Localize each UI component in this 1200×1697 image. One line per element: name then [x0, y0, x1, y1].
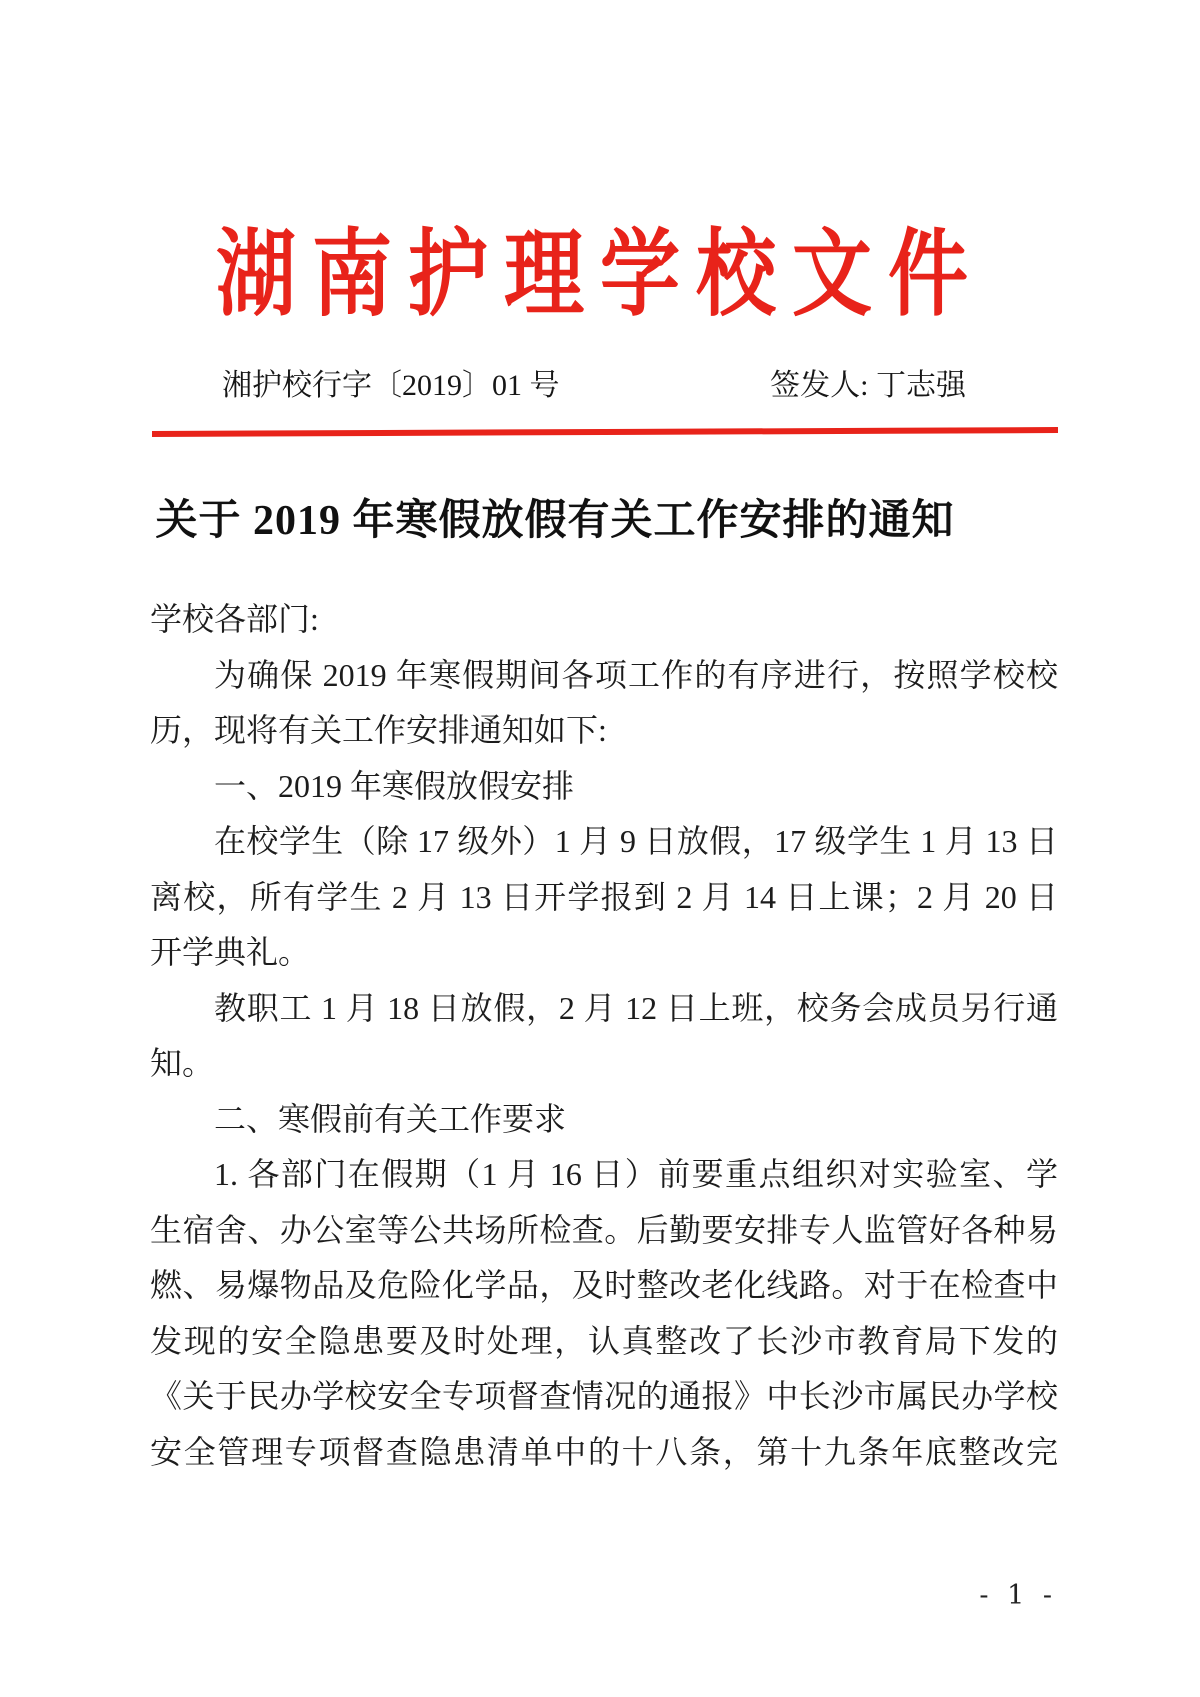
body-line: 安全管理专项督查隐患清单中的十八条，第十九条年底整改完 [150, 1433, 1058, 1470]
body-line: 1. 各部门在假期（1 月 16 日）前要重点组织对实验室、学 [214, 1156, 1058, 1192]
body-line: 历，现将有关工作安排通知如下: [150, 712, 607, 748]
body-line: 在校学生（除 17 级外）1 月 9 日放假，17 级学生 1 月 13 日 [214, 823, 1058, 859]
body-line-salutation: 学校各部门: [150, 601, 319, 637]
letterhead [0, 198, 1200, 328]
issuer-name: 签发人: 丁志强 [770, 369, 966, 402]
document-title: 关于 2019 年寒假放假有关工作安排的通知 [155, 498, 955, 544]
body-line: 为确保 2019 年寒假期间各项工作的有序进行，按照学校校 [214, 656, 1058, 693]
body-line: 发现的安全隐患要及时处理，认真整改了长沙市教育局下发的 [150, 1322, 1058, 1359]
doc-meta-row [150, 366, 1058, 406]
body-line: 离校，所有学生 2 月 13 日开学报到 2 月 14 日上课；2 月 20 日 [150, 878, 1058, 915]
body-line-heading-2: 二、寒假前有关工作要求 [214, 1100, 567, 1137]
org-title: 湖南护理学校文件 [216, 223, 984, 328]
red-separator-line [152, 427, 1058, 437]
body-line: 知。 [150, 1045, 215, 1081]
document-body [150, 592, 1058, 1480]
body-line: 《关于民办学校安全专项督查情况的通报》中长沙市属民办学校 [150, 1378, 1058, 1414]
body-line-heading-1: 一、2019 年寒假放假安排 [214, 767, 575, 804]
page-number: - 1 - [979, 1580, 1057, 1611]
body-line: 教职工 1 月 18 日放假，2 月 12 日上班，校务会成员另行通 [214, 989, 1058, 1026]
body-line: 燃、易爆物品及危险化学品，及时整改老化线路。对于在检查中 [150, 1267, 1058, 1303]
body-line: 生宿舍、办公室等公共场所检查。后勤要安排专人监管好各种易 [150, 1211, 1058, 1248]
body-line: 开学典礼。 [150, 934, 311, 970]
doc-number: 湘护校行字〔2019〕01 号 [222, 369, 560, 402]
